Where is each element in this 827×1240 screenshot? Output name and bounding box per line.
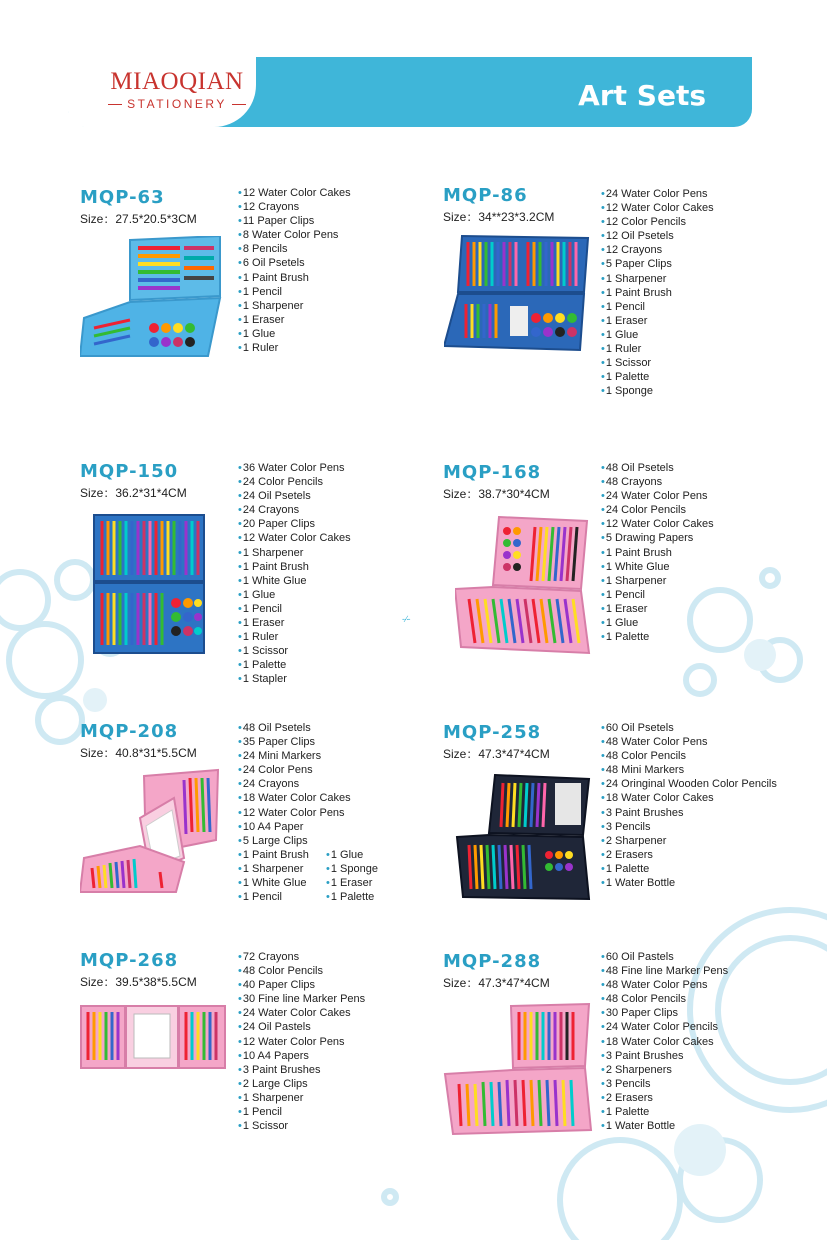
list-item: • 3 Pencils (601, 1077, 728, 1091)
product-code: MQP-86 (443, 185, 528, 206)
list-item: • 24 Crayons (238, 777, 351, 791)
list-item: • 24 Crayons (238, 503, 351, 517)
list-item: • 1 White Glue (238, 574, 351, 588)
list-item: • 1 Glue (326, 848, 378, 862)
list-item: • 1 Palette (601, 630, 714, 644)
list-item: • 1 Paint Brush (238, 560, 351, 574)
product-items-mqp-168 (601, 461, 714, 644)
header-banner (68, 57, 752, 127)
product-mqp-258 (443, 723, 550, 762)
product-mqp-268 (80, 951, 197, 990)
product-mqp-86 (443, 186, 554, 225)
list-item: • 48 Oil Psetels (601, 461, 714, 475)
product-code: MQP-258 (443, 722, 542, 743)
list-item: • 1 Sponge (601, 384, 714, 398)
list-item: • 48 Oil Psetels (238, 721, 351, 735)
list-item: • 2 Sharpeners (601, 1063, 728, 1077)
list-item: • 6 Oil Psetels (238, 256, 351, 270)
product-image-mqp-258 (455, 771, 591, 903)
list-item: • 12 Water Color Pens (238, 1035, 365, 1049)
list-item: • 1 Palette (326, 890, 378, 904)
list-item: • 1 Glue (601, 616, 714, 630)
list-item: • 24 Water Color Pens (601, 187, 714, 201)
list-item: • 1 Scissor (601, 356, 714, 370)
list-item: • 1 Ruler (238, 630, 351, 644)
list-item: • 1 Scissor (238, 1119, 365, 1133)
list-item: • 40 Paper Clips (238, 978, 365, 992)
list-item: • 60 Oil Pastels (601, 950, 728, 964)
list-item: • 12 Water Color Cakes (601, 201, 714, 215)
product-image-mqp-208 (80, 768, 222, 896)
product-mqp-168 (443, 463, 550, 502)
list-item: • 12 Color Pencils (601, 215, 714, 229)
product-size: Size：47.3*47*4CM (443, 747, 550, 761)
list-item: • 24 Mini Markers (238, 749, 351, 763)
center-ornament-icon: -∙∕∙- (402, 614, 410, 624)
product-items-mqp-86 (601, 187, 714, 398)
list-item: • 3 Paint Brushes (238, 1063, 365, 1077)
list-item: • 5 Large Clips (238, 834, 351, 848)
list-item: • 1 Palette (601, 1105, 728, 1119)
product-code: MQP-268 (80, 950, 179, 971)
list-item: • 24 Color Pencils (238, 475, 351, 489)
list-item: • 1 Palette (238, 658, 351, 672)
product-image-mqp-86 (444, 234, 590, 352)
product-size: Size：34**23*3.2CM (443, 210, 555, 224)
list-item: • 1 Stapler (238, 672, 351, 686)
list-item: • 24 Oil Pastels (238, 1020, 365, 1034)
product-size: Size：27.5*20.5*3CM (80, 212, 197, 226)
list-item: • 48 Fine line Marker Pens (601, 964, 728, 978)
brand-name: MIAOQIAN (110, 68, 244, 95)
list-item: • 1 Eraser (601, 602, 714, 616)
list-item: • 1 Sharpener (238, 546, 351, 560)
list-item: • 1 Glue (238, 327, 351, 341)
list-item: • 1 Eraser (238, 313, 351, 327)
list-item: • 1 Pencil (238, 890, 351, 904)
list-item: • 1 Glue (238, 588, 351, 602)
list-item: • 48 Color Pencils (238, 964, 365, 978)
list-item: • 1 Sharpener (601, 272, 714, 286)
list-item: • 1 Eraser (601, 314, 714, 328)
product-image-mqp-63 (80, 236, 222, 360)
product-mqp-288 (443, 952, 550, 991)
list-item: • 10 A4 Papers (238, 1049, 365, 1063)
list-item: • 1 Palette (601, 862, 777, 876)
list-item: • 24 Water Color Cakes (238, 1006, 365, 1020)
list-item: • 24 Oil Psetels (238, 489, 351, 503)
list-item: • 12 Crayons (238, 200, 351, 214)
list-item: • 1 Paint Brush (238, 848, 351, 862)
list-item: • 1 Water Bottle (601, 876, 777, 890)
list-item: • 30 Paper Clips (601, 1006, 728, 1020)
list-item: • 5 Drawing Papers (601, 531, 714, 545)
list-item: • 1 Pencil (238, 1105, 365, 1119)
list-item: • 48 Mini Markers (601, 763, 777, 777)
list-item: • 72 Crayons (238, 950, 365, 964)
product-size: Size：36.2*31*4CM (80, 486, 187, 500)
list-item: • 24 Color Pens (238, 763, 351, 777)
product-mqp-150 (80, 462, 187, 501)
list-item: • 24 Water Color Pens (601, 489, 714, 503)
product-size: Size：38.7*30*4CM (443, 487, 550, 501)
divider (108, 104, 122, 105)
list-item: • 35 Paper Clips (238, 735, 351, 749)
list-item: • 24 Oringinal Wooden Color Pencils (601, 777, 777, 791)
product-items-mqp-63 (238, 186, 351, 355)
list-item: • 1 Pencil (238, 602, 351, 616)
product-size: Size：40.8*31*5.5CM (80, 746, 197, 760)
list-item: • 10 A4 Paper (238, 820, 351, 834)
list-item: • 8 Water Color Pens (238, 228, 351, 242)
list-item: • 12 Water Color Pens (238, 806, 351, 820)
product-code: MQP-208 (80, 721, 179, 742)
list-item: • 5 Paper Clips (601, 257, 714, 271)
list-item: • 18 Water Color Cakes (238, 791, 351, 805)
list-item: • 20 Paper Clips (238, 517, 351, 531)
product-image-mqp-150 (92, 513, 206, 655)
list-item: • 1 Eraser (326, 876, 378, 890)
product-items-mqp-288 (601, 950, 728, 1133)
list-item: • 1 Pencil (601, 588, 714, 602)
page-title: Art Sets (578, 79, 706, 112)
list-item: • 60 Oil Psetels (601, 721, 777, 735)
product-image-mqp-268 (80, 1004, 226, 1070)
list-item: • 1 Paint Brush (601, 286, 714, 300)
list-item: • 48 Color Pencils (601, 992, 728, 1006)
list-item: • 12 Water Color Cakes (601, 517, 714, 531)
list-item: • 3 Paint Brushes (601, 806, 777, 820)
list-item: • 12 Water Color Cakes (238, 186, 351, 200)
list-item: • 1 Paint Brush (601, 546, 714, 560)
product-items-mqp-150 (238, 461, 351, 687)
list-item: • 24 Water Color Pencils (601, 1020, 728, 1034)
list-item: • 11 Paper Clips (238, 214, 351, 228)
list-item: • 1 Glue (601, 328, 714, 342)
list-item: • 1 Ruler (601, 342, 714, 356)
list-item: • 3 Paint Brushes (601, 1049, 728, 1063)
list-item: • 1 Eraser (238, 616, 351, 630)
list-item: • 48 Water Color Pens (601, 735, 777, 749)
list-item: • 30 Fine line Marker Pens (238, 992, 365, 1006)
list-item: • 18 Water Color Cakes (601, 1035, 728, 1049)
product-mqp-63 (80, 188, 197, 227)
brand-sub-line (102, 97, 252, 111)
list-item: • 1 Pencil (601, 300, 714, 314)
product-image-mqp-168 (455, 513, 591, 655)
list-item: • 1 Water Bottle (601, 1119, 728, 1133)
list-item: • 1 Sharpener (238, 1091, 365, 1105)
list-item: • 1 Palette (601, 370, 714, 384)
product-image-mqp-288 (443, 1002, 593, 1136)
list-item: • 1 Sharpener (601, 574, 714, 588)
list-item: • 2 Sharpener (601, 834, 777, 848)
list-item: • 8 Pencils (238, 242, 351, 256)
list-item: • 1 Ruler (238, 341, 351, 355)
list-item: • 3 Pencils (601, 820, 777, 834)
product-code: MQP-150 (80, 461, 179, 482)
product-code: MQP-63 (80, 187, 165, 208)
list-item: • 1 Sponge (326, 862, 378, 876)
brand-logo (102, 68, 252, 111)
list-item: • 1 Paint Brush (238, 271, 351, 285)
list-item: • 2 Erasers (601, 1091, 728, 1105)
list-item: • 1 Pencil (238, 285, 351, 299)
list-item: • 18 Water Color Cakes (601, 791, 777, 805)
product-code: MQP-168 (443, 462, 542, 483)
list-item: • 12 Oil Psetels (601, 229, 714, 243)
list-item: • 1 White Glue (601, 560, 714, 574)
product-code: MQP-288 (443, 951, 542, 972)
list-item: • 48 Water Color Pens (601, 978, 728, 992)
list-item: • 1 Sharpener (238, 299, 351, 313)
list-item: • 12 Crayons (601, 243, 714, 257)
list-item: • 1 Scissor (238, 644, 351, 658)
list-item: • 2 Large Clips (238, 1077, 365, 1091)
list-item: • 36 Water Color Pens (238, 461, 351, 475)
divider (232, 104, 246, 105)
list-item: • 12 Water Color Cakes (238, 531, 351, 545)
product-size: Size：39.5*38*5.5CM (80, 975, 197, 989)
product-items-mqp-258 (601, 721, 777, 890)
product-size: Size：47.3*47*4CM (443, 976, 550, 990)
list-item: • 24 Color Pencils (601, 503, 714, 517)
list-item: • 1 Sharpener (238, 862, 351, 876)
product-items-col2-mqp-208 (326, 848, 378, 904)
product-mqp-208 (80, 722, 197, 761)
brand-sub: STATIONERY (127, 97, 227, 111)
list-item: • 48 Color Pencils (601, 749, 777, 763)
product-items-mqp-268 (238, 950, 365, 1133)
list-item: • 48 Crayons (601, 475, 714, 489)
list-item: • 1 White Glue (238, 876, 351, 890)
list-item: • 2 Erasers (601, 848, 777, 862)
